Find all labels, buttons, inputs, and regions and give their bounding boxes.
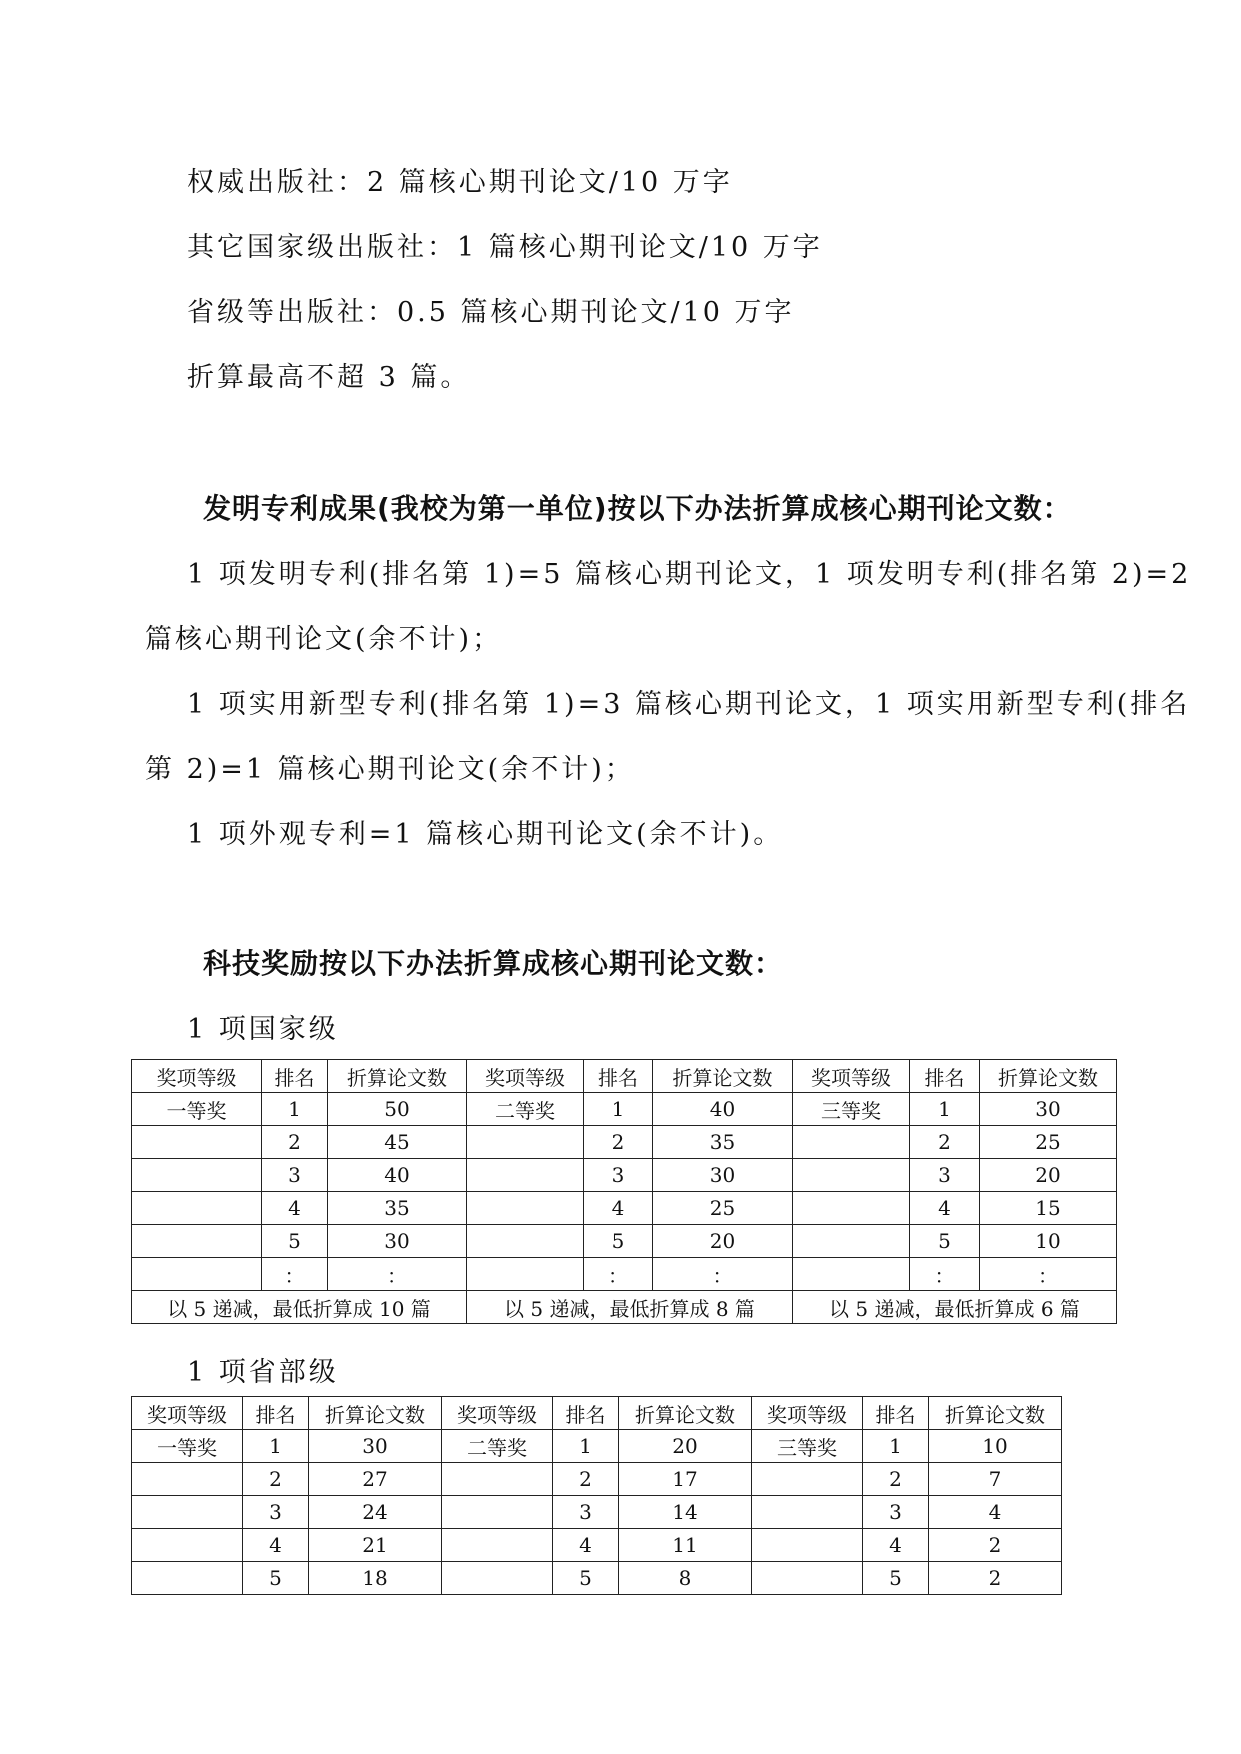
table-header-cell: 排名: [584, 1060, 653, 1093]
table-cell: [467, 1159, 584, 1192]
table-cell: 30: [328, 1225, 467, 1258]
table-row: [132, 1496, 1062, 1529]
table-cell: [442, 1529, 553, 1562]
patent-line-invention: 1 项发明专利(排名第 1)=5 篇核心期刊论文，1 项发明专利(排名第 2)=2: [187, 559, 1192, 590]
table-cell: 40: [653, 1093, 793, 1126]
table-cell: [132, 1159, 262, 1192]
table-row: [132, 1126, 1117, 1159]
table-cell: [793, 1258, 910, 1291]
table-cell: 5: [910, 1225, 980, 1258]
table-cell: [132, 1225, 262, 1258]
table-cell: 3: [584, 1159, 653, 1192]
table-cell: 15: [980, 1192, 1117, 1225]
table-header-cell: 排名: [243, 1397, 309, 1430]
table-cell: 24: [309, 1496, 442, 1529]
table-cell: 17: [619, 1463, 752, 1496]
table-cell: 18: [309, 1562, 442, 1595]
patent-line-utility-cont: 第 2)=1 篇核心期刊论文(余不计)；: [145, 754, 635, 785]
national-award-table: [131, 1059, 1117, 1324]
table-cell: 14: [619, 1496, 752, 1529]
table-footer-row: [132, 1291, 1117, 1324]
table-header-cell: 折算论文数: [309, 1397, 442, 1430]
table-cell: 4: [910, 1192, 980, 1225]
table-row: [132, 1463, 1062, 1496]
table-row: [132, 1258, 1117, 1291]
table-row: [132, 1562, 1062, 1595]
table-cell: 20: [653, 1225, 793, 1258]
table-header-cell: 排名: [262, 1060, 328, 1093]
table-cell: [467, 1126, 584, 1159]
table-row: [132, 1225, 1117, 1258]
table-cell: 4: [243, 1529, 309, 1562]
table-cell: ：: [584, 1258, 653, 1291]
table-cell: 3: [243, 1496, 309, 1529]
table-cell: [132, 1192, 262, 1225]
table-header-cell: 折算论文数: [328, 1060, 467, 1093]
table-cell: 2: [584, 1126, 653, 1159]
table-cell: [132, 1562, 243, 1595]
table-cell: 27: [309, 1463, 442, 1496]
table-row: [132, 1192, 1117, 1225]
table-cell: [132, 1126, 262, 1159]
table-cell: 2: [243, 1463, 309, 1496]
table-header-cell: 奖项等级: [132, 1397, 243, 1430]
table-cell: [793, 1159, 910, 1192]
table-cell: ：: [980, 1258, 1117, 1291]
table-cell: 30: [309, 1430, 442, 1463]
table-cell: [132, 1529, 243, 1562]
table-cell: [467, 1225, 584, 1258]
table-cell: 2: [863, 1463, 929, 1496]
table-cell: ：: [653, 1258, 793, 1291]
award-heading: 科技奖励按以下办法折算成核心期刊论文数：: [203, 947, 784, 980]
table-row: [132, 1093, 1117, 1126]
table-footer-cell: 以 5 递减，最低折算成 6 篇: [793, 1291, 1117, 1324]
table-cell: 2: [929, 1562, 1062, 1595]
table-cell: 20: [619, 1430, 752, 1463]
table-cell: 3: [262, 1159, 328, 1192]
table-header-cell: 奖项等级: [442, 1397, 553, 1430]
table-cell: 5: [262, 1225, 328, 1258]
table-cell: 5: [553, 1562, 619, 1595]
publisher-line-provincial: 省级等出版社：0.5 篇核心期刊论文/10 万字: [187, 297, 795, 328]
table-cell: [793, 1225, 910, 1258]
table-cell: 2: [553, 1463, 619, 1496]
national-label: 1 项国家级: [187, 1014, 339, 1045]
table-footer-cell: 以 5 递减，最低折算成 10 篇: [132, 1291, 467, 1324]
table-cell: 1: [262, 1093, 328, 1126]
table-cell: [442, 1463, 553, 1496]
table-cell: 三等奖: [752, 1430, 863, 1463]
table-cell: 10: [929, 1430, 1062, 1463]
table-header-cell: 折算论文数: [929, 1397, 1062, 1430]
table-cell: [467, 1258, 584, 1291]
table-cell: [132, 1496, 243, 1529]
table-cell: 25: [980, 1126, 1117, 1159]
table-row: [132, 1430, 1062, 1463]
table-cell: 4: [929, 1496, 1062, 1529]
table-header-cell: 排名: [553, 1397, 619, 1430]
table-cell: [467, 1192, 584, 1225]
table-cell: ：: [910, 1258, 980, 1291]
table-header-cell: 奖项等级: [752, 1397, 863, 1430]
table-cell: 2: [929, 1529, 1062, 1562]
table-header-cell: 奖项等级: [132, 1060, 262, 1093]
table-cell: 4: [262, 1192, 328, 1225]
table-header-cell: 排名: [910, 1060, 980, 1093]
table-header-cell: 奖项等级: [793, 1060, 910, 1093]
table-cell: 4: [553, 1529, 619, 1562]
table-cell: 2: [910, 1126, 980, 1159]
table-header-cell: 折算论文数: [980, 1060, 1117, 1093]
table-cell: [793, 1126, 910, 1159]
table-cell: 5: [243, 1562, 309, 1595]
patent-heading: 发明专利成果(我校为第一单位)按以下办法折算成核心期刊论文数：: [203, 492, 1072, 525]
table-cell: 35: [328, 1192, 467, 1225]
table-cell: [442, 1562, 553, 1595]
table-cell: 二等奖: [467, 1093, 584, 1126]
table-cell: 3: [553, 1496, 619, 1529]
table-header-cell: 折算论文数: [619, 1397, 752, 1430]
table-cell: 21: [309, 1529, 442, 1562]
table-cell: 1: [863, 1430, 929, 1463]
table-cell: 30: [980, 1093, 1117, 1126]
table-header-cell: 排名: [863, 1397, 929, 1430]
table-cell: [793, 1192, 910, 1225]
table-cell: ：: [262, 1258, 328, 1291]
table-cell: [752, 1562, 863, 1595]
table-cell: 35: [653, 1126, 793, 1159]
table-cell: 2: [262, 1126, 328, 1159]
table-cell: 4: [863, 1529, 929, 1562]
table-cell: 3: [863, 1496, 929, 1529]
table-cell: 8: [619, 1562, 752, 1595]
table-cell: 3: [910, 1159, 980, 1192]
table-cell: 45: [328, 1126, 467, 1159]
table-cell: 三等奖: [793, 1093, 910, 1126]
publisher-line-cap: 折算最高不超 3 篇。: [187, 362, 471, 393]
table-cell: 25: [653, 1192, 793, 1225]
table-cell: 7: [929, 1463, 1062, 1496]
table-cell: 11: [619, 1529, 752, 1562]
provincial-award-table: [131, 1396, 1062, 1595]
provincial-label: 1 项省部级: [187, 1357, 339, 1388]
table-cell: 4: [584, 1192, 653, 1225]
patent-line-utility: 1 项实用新型专利(排名第 1)=3 篇核心期刊论文，1 项实用新型专利(排名: [187, 689, 1191, 720]
table-cell: 10: [980, 1225, 1117, 1258]
table-cell: [442, 1496, 553, 1529]
table-cell: 20: [980, 1159, 1117, 1192]
table-header-cell: 奖项等级: [467, 1060, 584, 1093]
table-cell: [132, 1258, 262, 1291]
table-cell: 5: [863, 1562, 929, 1595]
table-cell: 30: [653, 1159, 793, 1192]
table-cell: 5: [584, 1225, 653, 1258]
table-cell: 40: [328, 1159, 467, 1192]
table-row: [132, 1159, 1117, 1192]
table-cell: 一等奖: [132, 1093, 262, 1126]
patent-line-invention-cont: 篇核心期刊论文(余不计)；: [145, 624, 503, 655]
table-cell: [752, 1463, 863, 1496]
patent-line-design: 1 项外观专利=1 篇核心期刊论文(余不计)。: [187, 819, 784, 850]
table-cell: [752, 1496, 863, 1529]
table-row: [132, 1529, 1062, 1562]
table-cell: 二等奖: [442, 1430, 553, 1463]
table-header-row: [132, 1397, 1062, 1430]
table-cell: ：: [328, 1258, 467, 1291]
table-header-cell: 折算论文数: [653, 1060, 793, 1093]
table-cell: 一等奖: [132, 1430, 243, 1463]
table-cell: [132, 1463, 243, 1496]
table-cell: 1: [553, 1430, 619, 1463]
table-cell: 1: [243, 1430, 309, 1463]
table-header-row: [132, 1060, 1117, 1093]
table-cell: 50: [328, 1093, 467, 1126]
table-cell: 1: [910, 1093, 980, 1126]
table-cell: 1: [584, 1093, 653, 1126]
table-cell: [752, 1529, 863, 1562]
publisher-line-national: 其它国家级出版社：1 篇核心期刊论文/10 万字: [187, 232, 823, 263]
table-footer-cell: 以 5 递减，最低折算成 8 篇: [467, 1291, 793, 1324]
publisher-line-authoritative: 权威出版社：2 篇核心期刊论文/10 万字: [187, 167, 733, 198]
